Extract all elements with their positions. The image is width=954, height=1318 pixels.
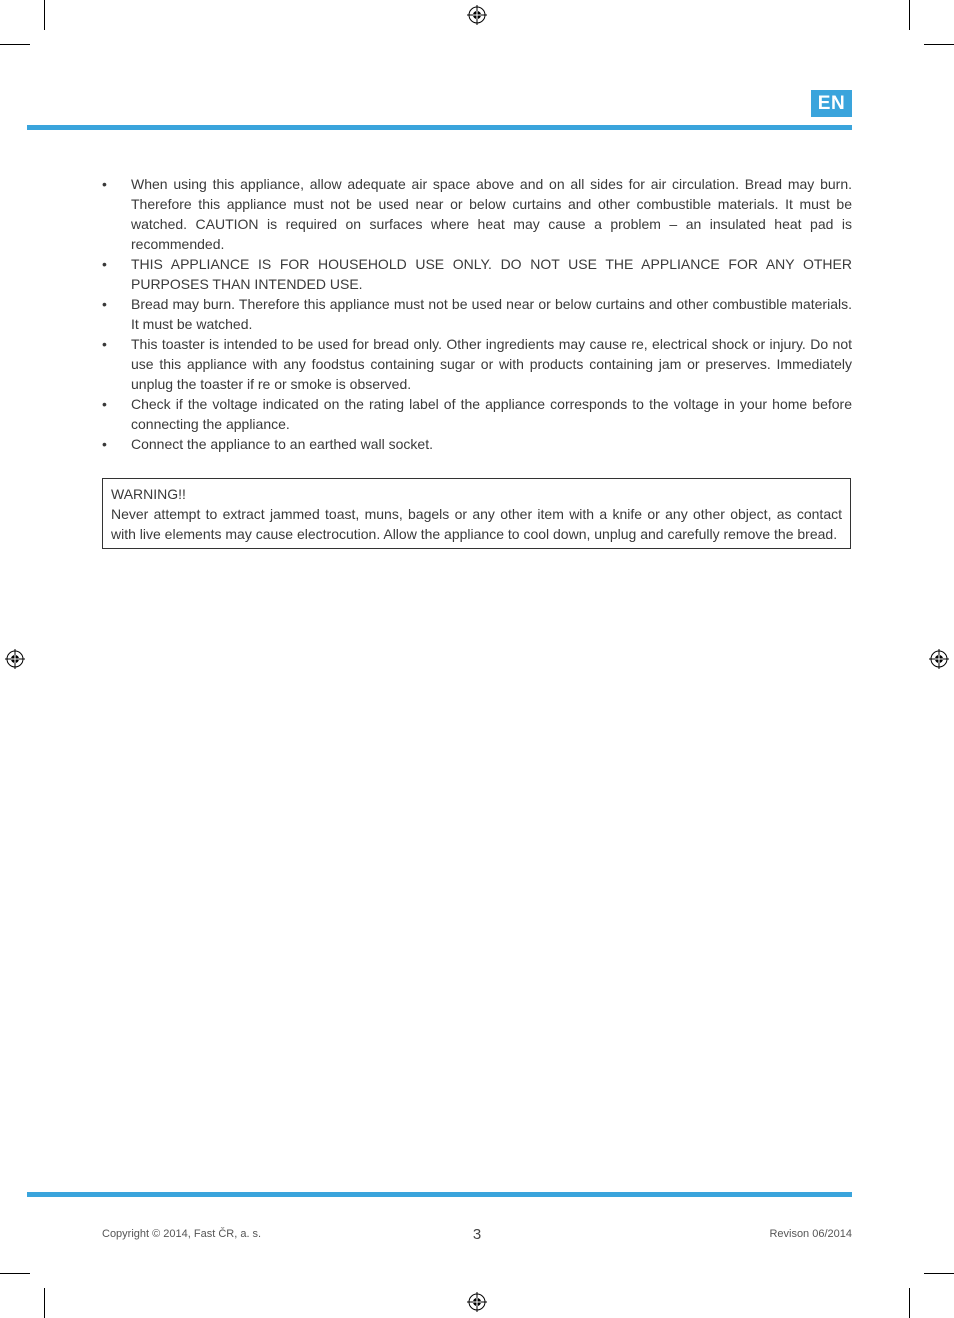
language-badge: EN xyxy=(811,90,852,117)
bullet-icon: • xyxy=(102,176,107,192)
warning-title: WARNING!! xyxy=(111,486,186,502)
footer-rule xyxy=(27,1192,852,1197)
bullet-icon: • xyxy=(102,296,107,312)
safety-instructions xyxy=(102,174,852,454)
list-item-text: This toaster is intended to be used for bread only. Other ingredients may cause re, electrical shock or injury. Do not use this appliance with any foodstus containing sugar or with products containing jam or preserves. Immediately unplug the toaster if re or smoke is observed. xyxy=(131,336,852,392)
list-item xyxy=(102,394,852,434)
warning-text: Never attempt to extract jammed toast, muns, bagels or any other item with a knife or any other object, as contact with live elements may cause electrocution. Allow the appliance to cool down, unplug and carefully remove the bread. xyxy=(111,506,842,542)
list-item-text: Check if the voltage indicated on the rating label of the appliance corresponds to the voltage in your home before connecting the appliance. xyxy=(131,396,852,432)
list-item-text: THIS APPLIANCE IS FOR HOUSEHOLD USE ONLY. DO NOT USE THE APPLIANCE FOR ANY OTHER PURPOSES THAN INTENDED USE. xyxy=(131,256,852,292)
list-item-text: When using this appliance, allow adequate air space above and on all sides for air circulation. Bread may burn. Therefore this appliance must not be used near or below curtains and other combustible materials. It must be watched. CAUTION is required on surfaces where heat may cause a problem – an insulated heat pad is recommended. xyxy=(131,176,852,252)
crop-mark xyxy=(924,1273,954,1274)
header-rule xyxy=(27,125,852,130)
registration-mark-icon xyxy=(929,649,949,669)
page-number: 3 xyxy=(472,1226,482,1243)
bullet-icon: • xyxy=(102,256,107,272)
bullet-icon: • xyxy=(102,336,107,352)
copyright-text: Copyright © 2014, Fast ČR, a. s. xyxy=(102,1228,262,1240)
crop-mark xyxy=(44,0,45,30)
warning-box xyxy=(102,478,851,549)
crop-mark xyxy=(0,44,30,45)
list-item xyxy=(102,334,852,394)
crop-mark xyxy=(924,44,954,45)
registration-mark-icon xyxy=(467,1292,487,1312)
revision-text: Revison 06/2014 xyxy=(769,1228,852,1240)
list-item-text: Bread may burn. Therefore this appliance must not be used near or below curtains and other combustible materials. It must be watched. xyxy=(131,296,852,332)
list-item xyxy=(102,254,852,294)
crop-mark xyxy=(0,1273,30,1274)
crop-mark xyxy=(909,1288,910,1318)
list-item xyxy=(102,434,852,454)
bullet-list xyxy=(102,174,852,454)
registration-mark-icon xyxy=(5,649,25,669)
crop-mark xyxy=(909,0,910,30)
list-item xyxy=(102,294,852,334)
bullet-icon: • xyxy=(102,436,107,452)
bullet-icon: • xyxy=(102,396,107,412)
crop-mark xyxy=(44,1288,45,1318)
registration-mark-icon xyxy=(467,5,487,25)
list-item-text: Connect the appliance to an earthed wall socket. xyxy=(131,436,433,452)
list-item xyxy=(102,174,852,254)
